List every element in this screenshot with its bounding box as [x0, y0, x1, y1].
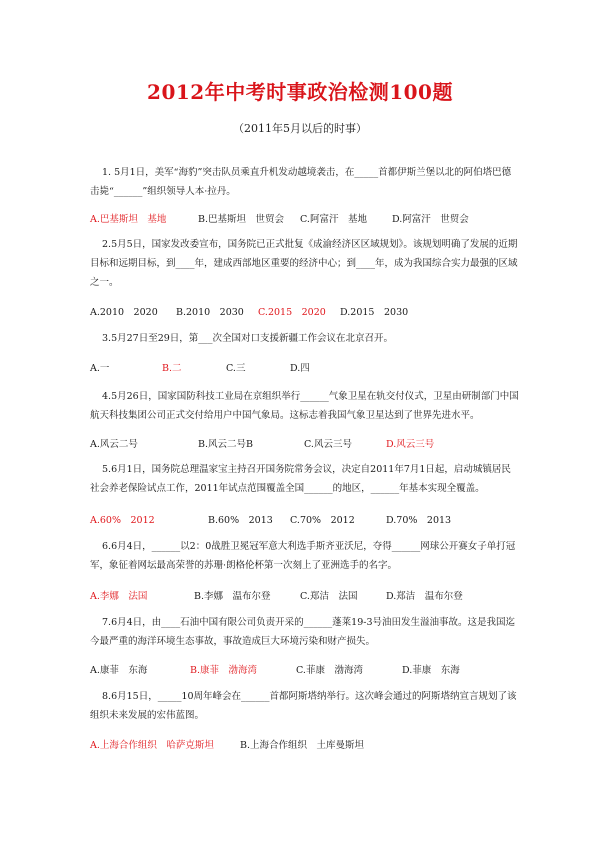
- option-d: D.2015 2030: [340, 307, 409, 318]
- option-c: C.三: [226, 363, 246, 374]
- option-a: A.一: [90, 363, 110, 374]
- option-d: D.70% 2013: [386, 515, 452, 526]
- question-text: 4.5月26日，国家国防科技工业局在京组织举行______气象卫星在轨交付仪式，卫星由研制部门中国航天科技集团公司正式交付给用户中国气象局。这标志着我国气象卫星达到了世界先进水平。: [90, 391, 519, 421]
- question-text: 6.6月4日，______以2：0战胜卫冕冠军意大利选手斯齐亚沃尼，夺得______网球公开赛女子单打冠军，象征着网坛最高荣誉的苏珊·朗格伦杯第一次刻上了亚洲选手的名字。: [90, 541, 516, 571]
- question-options: [90, 588, 530, 602]
- question-options: [90, 662, 530, 676]
- question-options: [90, 360, 530, 374]
- question-text: 2.5月5日，国家发改委宣布，国务院已正式批复《成渝经济区区域规划》。该规划明确了发展的近期目标和远期目标，到____年，建成西部地区重要的经济中心；到____年，成为我国综合实力最强的区域之一。: [90, 239, 518, 288]
- option-d: D.阿富汗 世贸会: [392, 214, 469, 225]
- option-d: D.风云三号: [386, 439, 435, 450]
- option-b: B.风云二号B: [198, 439, 253, 450]
- option-a: A.康菲 东海: [90, 665, 148, 676]
- option-b: B.李娜 温布尔登: [194, 591, 271, 602]
- option-d: D.四: [290, 363, 310, 374]
- option-b: B.60% 2013: [208, 515, 273, 526]
- option-a: A.风云二号: [90, 439, 138, 450]
- option-c: C.风云三号: [304, 439, 352, 450]
- option-d: D.菲康 东海: [402, 665, 460, 676]
- option-c: C.70% 2012: [290, 515, 355, 526]
- option-a: A.上海合作组织 哈萨克斯坦: [90, 740, 214, 751]
- question-text: 5.6月1日，国务院总理温家宝主持召开国务院常务会议，决定自2011年7月1日起，启动城镇居民社会养老保险试点工作，2011年试点范围覆盖全国______的地区，______年基本实现全覆盖。: [90, 464, 511, 494]
- option-c: C.郑洁 法国: [300, 591, 358, 602]
- option-c: C.2015 2020: [258, 307, 326, 318]
- question-options: [90, 737, 530, 751]
- option-b: B.二: [162, 363, 182, 374]
- question-text: 1. 5月1日，美军“海豹”突击队员乘直升机发动越境袭击，在_____首都伊斯兰堡以北的阿伯塔巴德击毙“______”组织领导人本·拉丹。: [90, 167, 512, 197]
- option-a: A.巴基斯坦 基地: [90, 214, 167, 225]
- option-b: B.上海合作组织 土库曼斯坦: [240, 740, 365, 751]
- question-options: [90, 512, 530, 526]
- option-a: A.李娜 法国: [90, 591, 148, 602]
- option-b: B.康菲 渤海湾: [190, 665, 258, 676]
- question-text: 8.6月15日，_____10周年峰会在______首都阿斯塔纳举行。这次峰会通过的阿斯塔纳宣言规划了该组织未来发展的宏伟蓝图。: [90, 691, 517, 721]
- option-c: C.阿富汗 基地: [300, 214, 367, 225]
- option-c: C.菲康 渤海湾: [296, 665, 363, 676]
- question-options: [90, 211, 530, 225]
- option-b: B.巴基斯坦 世贸会: [198, 214, 285, 225]
- option-b: B.2010 2030: [176, 307, 244, 318]
- option-a: A.2010 2020: [90, 307, 158, 318]
- option-a: A.60% 2012: [90, 515, 155, 526]
- page-title: 2012年中考时事政治检测100题: [147, 80, 453, 104]
- option-d: D.郑洁 温布尔登: [386, 591, 463, 602]
- page-subtitle: （2011年5月以后的时事）: [233, 122, 367, 135]
- question-options: [90, 304, 530, 318]
- question-text: 7.6月4日，由____石油中国有限公司负责开采的______蓬莱19-3号油田发生溢油事故。这是我国迄今最严重的海洋环境生态事故，事故造成巨大环境污染和财产损失。: [90, 617, 515, 647]
- question-text: 3.5月27日至29日，第___次全国对口支援新疆工作会议在北京召开。: [102, 333, 394, 344]
- question-options: [90, 436, 530, 450]
